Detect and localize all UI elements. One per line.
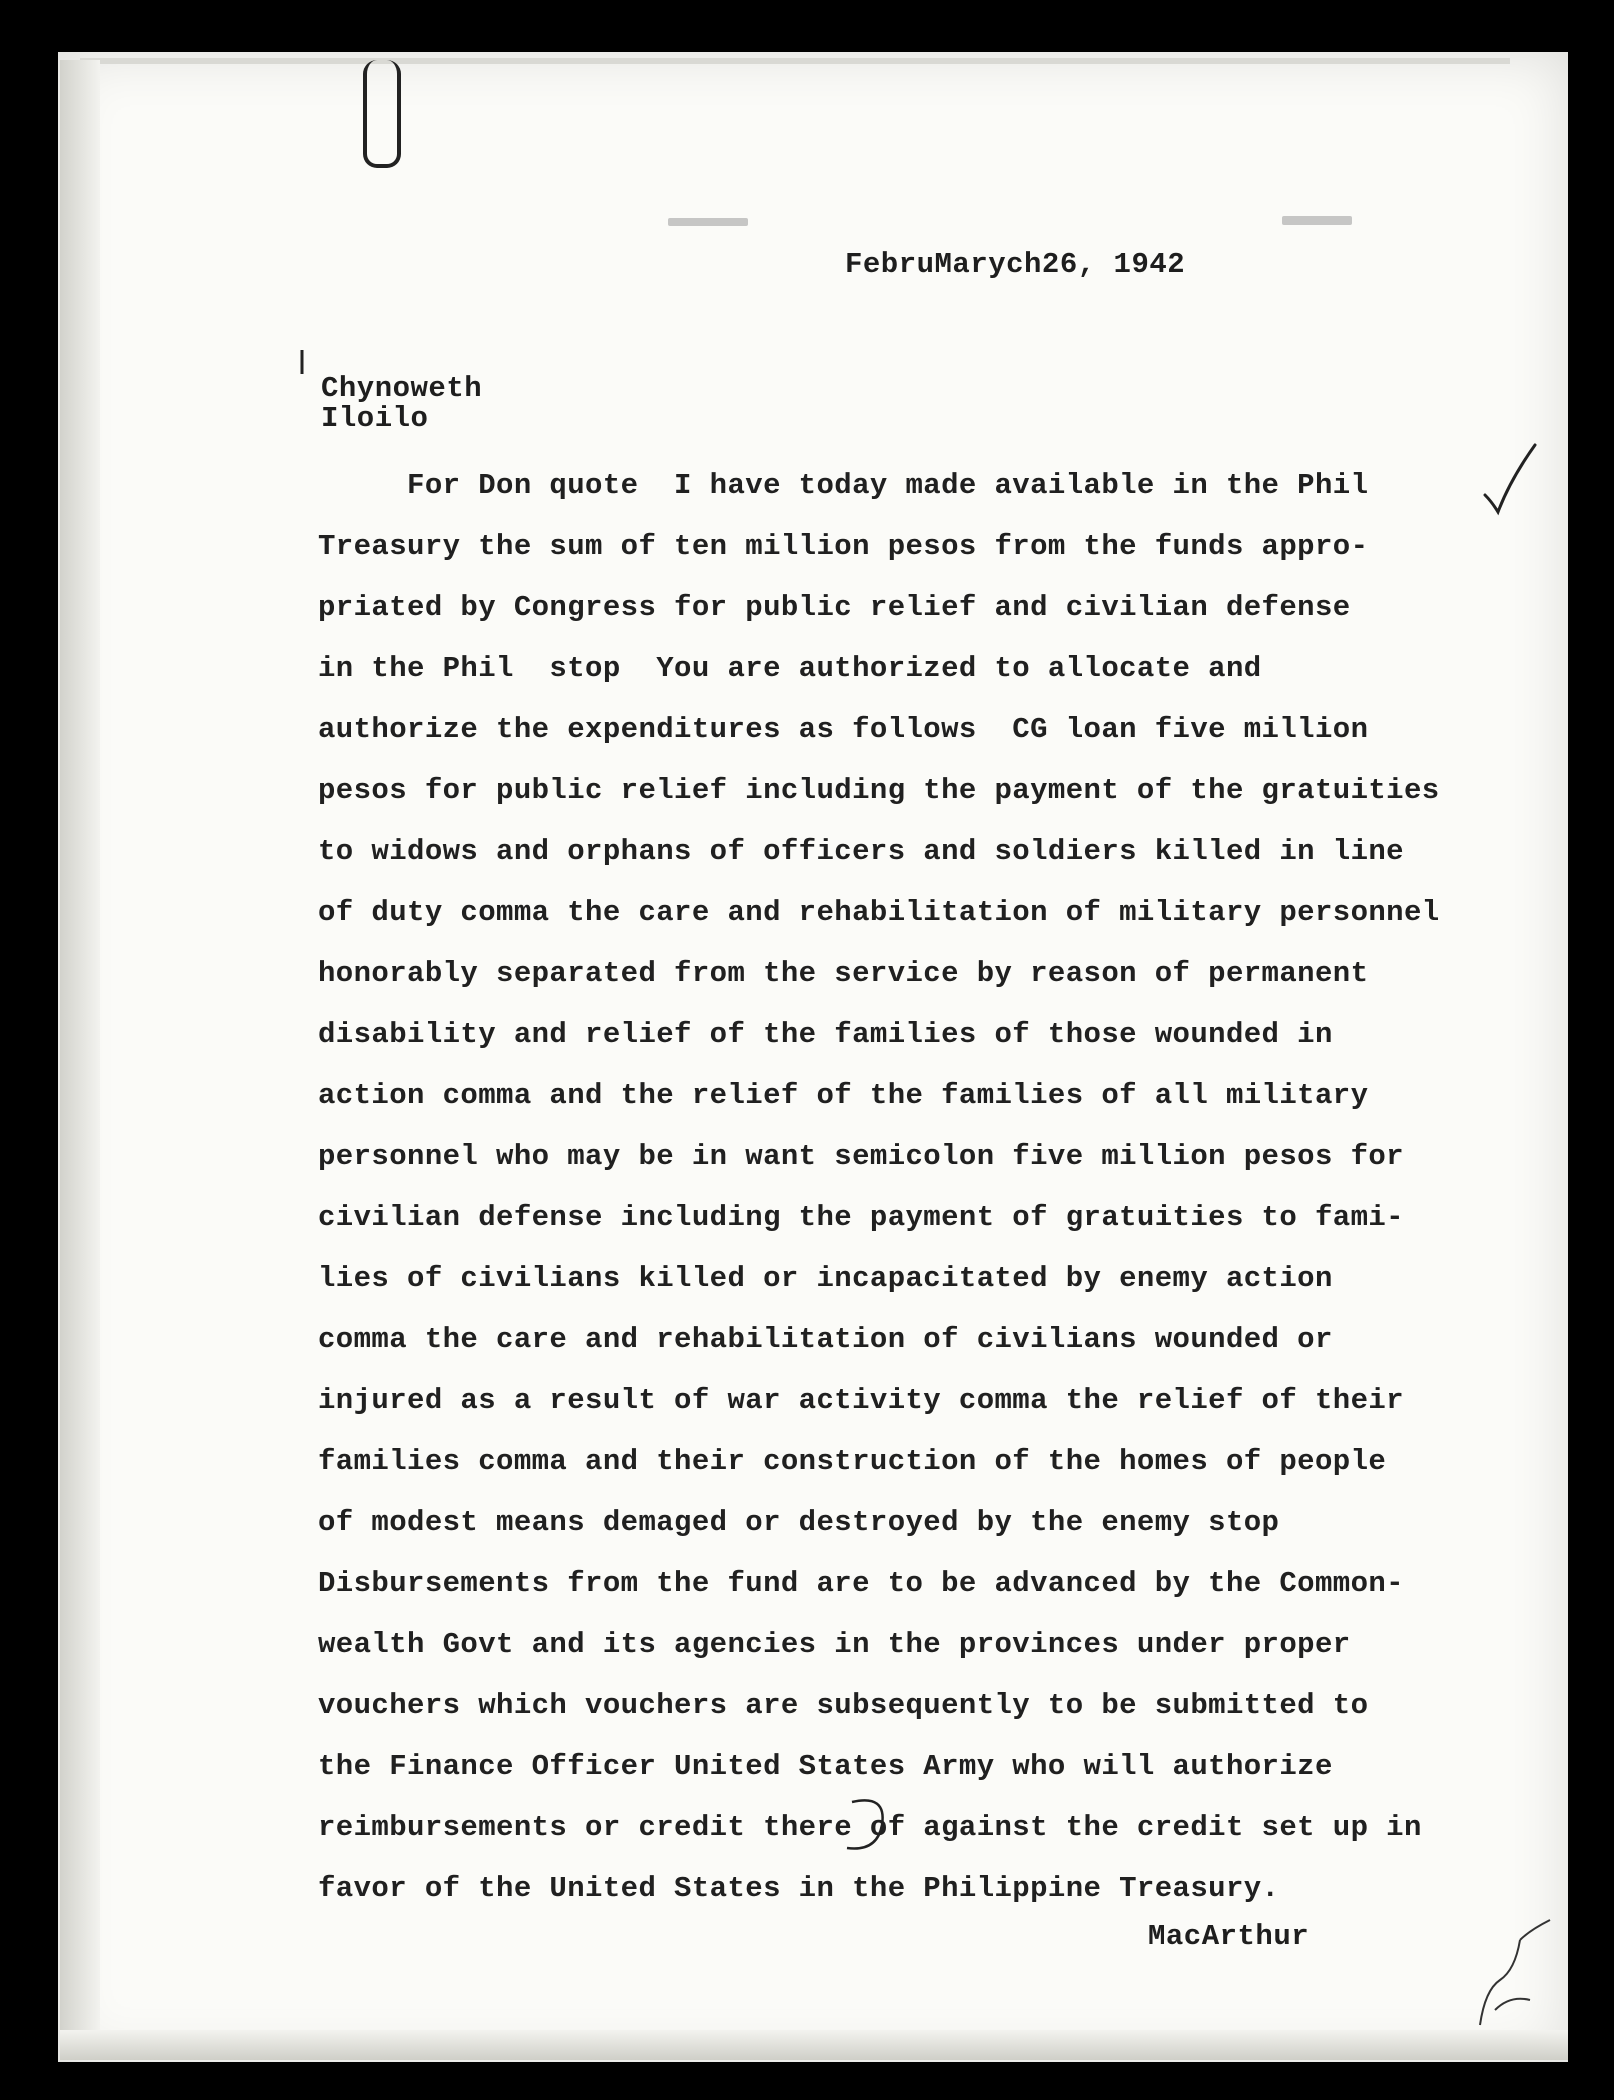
body-line: wealth Govt and its agencies in the provinces under proper (318, 1628, 1351, 1661)
body-line: Disbursements from the fund are to be advanced by the Common- (318, 1567, 1404, 1600)
body-line: in the Phil stop You are authorized to allocate and (318, 652, 1262, 685)
addressee-name: Chynoweth (321, 372, 483, 405)
body-line: of modest means demaged or destroyed by the enemy stop (318, 1506, 1280, 1539)
margin-tick-icon (299, 350, 305, 374)
page-top-edge (80, 58, 1510, 64)
body-line: lies of civilians killed or incapacitated by enemy action (318, 1262, 1333, 1295)
addressee-location: Iloilo (321, 402, 429, 435)
editorial-circle-icon (832, 1790, 902, 1860)
body-line: Treasury the sum of ten million pesos from the funds appro- (318, 530, 1369, 563)
body-line: comma the care and rehabilitation of civilians wounded or (318, 1323, 1333, 1356)
body-line: of duty comma the care and rehabilitation of military personnel (318, 896, 1440, 929)
body-line: authorize the expenditures as follows CG loan five million (318, 713, 1369, 746)
page-left-edge (60, 60, 100, 2050)
body-line: families comma and their construction of the homes of people (318, 1445, 1387, 1478)
body-line: civilian defense including the payment of gratuities to fami- (318, 1201, 1404, 1234)
header-smudge-right (1282, 216, 1352, 225)
message-body (318, 455, 1488, 1919)
checkmark-icon (1480, 440, 1540, 530)
body-line: the Finance Officer United States Army who will authorize (318, 1750, 1333, 1783)
letter-date: FebruMarych26, 1942 (845, 248, 1186, 281)
staple-clip (363, 60, 401, 168)
header-smudge-left (668, 218, 748, 226)
body-line: favor of the United States in the Philippine Treasury. (318, 1872, 1280, 1905)
body-line: to widows and orphans of officers and soldiers killed in line (318, 835, 1404, 868)
body-line: personnel who may be in want semicolon five million pesos for (318, 1140, 1404, 1173)
body-line: For Don quote I have today made available in the Phil (318, 469, 1369, 502)
handwritten-scribble-icon (1460, 1900, 1560, 2030)
body-line: reimbursements or credit there of against the credit set up in (318, 1811, 1422, 1844)
body-line: priated by Congress for public relief and civilian defense (318, 591, 1351, 624)
page-bottom-edge (60, 2030, 1568, 2060)
body-line: pesos for public relief including the payment of the gratuities (318, 774, 1440, 807)
signature: MacArthur (1148, 1920, 1310, 1953)
body-line: honorably separated from the service by reason of permanent (318, 957, 1369, 990)
body-line: disability and relief of the families of those wounded in (318, 1018, 1333, 1051)
body-line: action comma and the relief of the families of all military (318, 1079, 1369, 1112)
body-line: injured as a result of war activity comma the relief of their (318, 1384, 1404, 1417)
body-line: vouchers which vouchers are subsequently to be submitted to (318, 1689, 1369, 1722)
